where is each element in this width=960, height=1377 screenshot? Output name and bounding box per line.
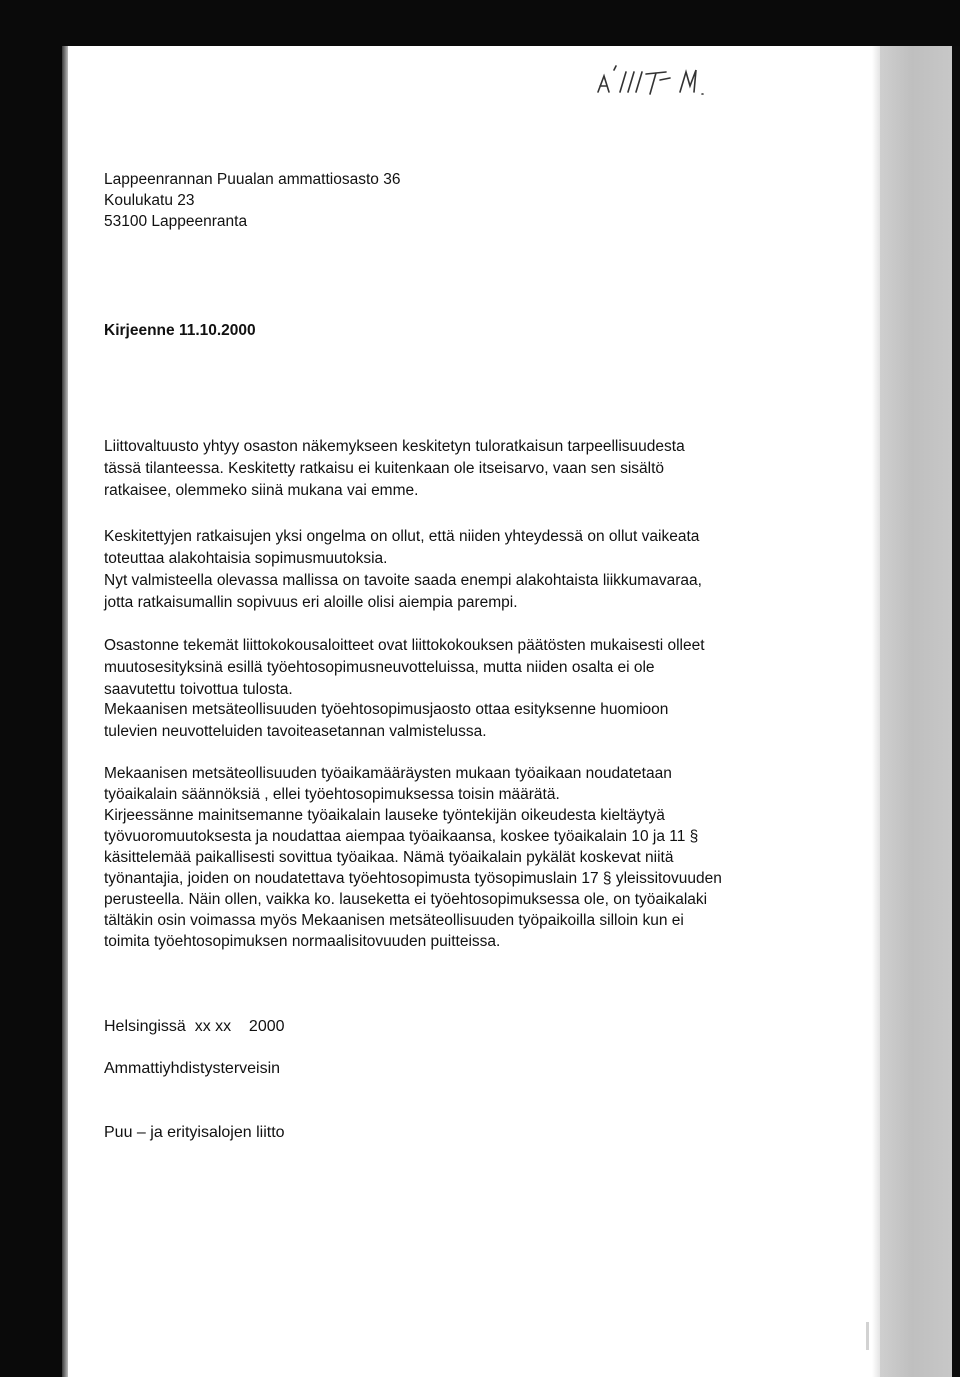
letter-heading: Kirjeenne 11.10.2000	[104, 322, 256, 339]
paragraph-line: toteuttaa alakohtaisia sopimusmuutoksia.	[104, 550, 388, 567]
sender-name: Lappeenrannan Puualan ammattiosasto 36	[104, 171, 401, 188]
paragraph-line: työaikalain säännöksiä , ellei työehtosopimuksessa toisin määrätä.	[104, 786, 560, 803]
paragraph-line: Kirjeessänne mainitsemanne työaikalain lauseke työntekijän oikeudesta kieltäytyä	[104, 807, 665, 824]
handwritten-annotation	[590, 56, 730, 106]
paragraph-line: Mekaanisen metsäteollisuuden työaikamääräysten mukaan työaikaan noudatetaan	[104, 765, 672, 782]
scan-edge-shadow	[62, 46, 68, 1377]
paragraph-line: tässä tilanteessa. Keskitetty ratkaisu ei kuitenkaan ole itseisarvo, vaan sen sisältö	[104, 460, 665, 477]
paragraph-line: ratkaisee, olemmeko siinä mukana vai emme.	[104, 482, 419, 499]
paragraph-line: toimita työehtosopimuksen normaalisitovuuden puitteissa.	[104, 933, 501, 950]
paragraph-line: Mekaanisen metsäteollisuuden työehtosopimusjaosto ottaa esityksenne huomioon	[104, 701, 669, 718]
paragraph-line: Keskitettyjen ratkaisujen yksi ongelma on ollut, että niiden yhteydessä on ollut vaikeata	[104, 528, 700, 545]
paragraph-line: jotta ratkaisumallin sopivuus eri aloille olisi aiempia parempi.	[104, 594, 518, 611]
closing-greeting: Ammattiyhdistysterveisin	[104, 1060, 281, 1077]
organization-name: Puu – ja erityisalojen liitto	[104, 1124, 285, 1141]
paragraph-line: perusteella. Näin ollen, vaikka ko. lauseketta ei työehtosopimuksessa ole, on työaikalaki	[104, 891, 708, 908]
paragraph-line: Osastonne tekemät liittokokousaloitteet ovat liittokokouksen päätösten mukaisesti olleet	[104, 637, 705, 654]
scan-border-right-dark	[952, 46, 960, 1377]
paragraph-line: Nyt valmisteella olevassa mallissa on tavoite saada enempi alakohtaista liikkumavaraa,	[104, 572, 702, 589]
scan-border-top	[0, 0, 960, 46]
scan-border-right	[880, 46, 960, 1377]
paragraph-line: saavutettu toivottua tulosta.	[104, 681, 293, 698]
paragraph-line: työnantajia, joiden on noudatettava työehtosopimusta työsopimuslain 17 § yleissitovuuden	[104, 870, 722, 887]
sender-postal: 53100 Lappeenranta	[104, 213, 248, 230]
paragraph-line: muutosesityksinä esillä työehtosopimusneuvotteluissa, mutta niiden osalta ei ole	[104, 659, 655, 676]
paragraph-line: Liittovaltuusto yhtyy osaston näkemykseen keskitetyn tuloratkaisun tarpeellisuudesta	[104, 438, 685, 455]
sender-street: Koulukatu 23	[104, 192, 195, 209]
paragraph-line: tulevien neuvotteluiden tavoiteasetannan valmistelussa.	[104, 723, 487, 740]
scan-border-left	[0, 0, 62, 1377]
paragraph-line: käsittelemää paikallisesti sovittua työaikaa. Nämä työaikalain pykälät koskevat niitä	[104, 849, 674, 866]
paragraph-line: tältäkin osin voimassa myös Mekaanisen metsäteollisuuden työpaikoilla silloin kun ei	[104, 912, 684, 929]
scan-page-edge-shadow	[872, 46, 880, 1377]
place-date: Helsingissä xx xx 2000	[104, 1018, 285, 1035]
paragraph-line: työvuoromuutoksesta ja noudattaa aiempaa työaikaansa, koskee työaikalain 10 ja 11 §	[104, 828, 699, 845]
scan-speck	[866, 1322, 869, 1350]
